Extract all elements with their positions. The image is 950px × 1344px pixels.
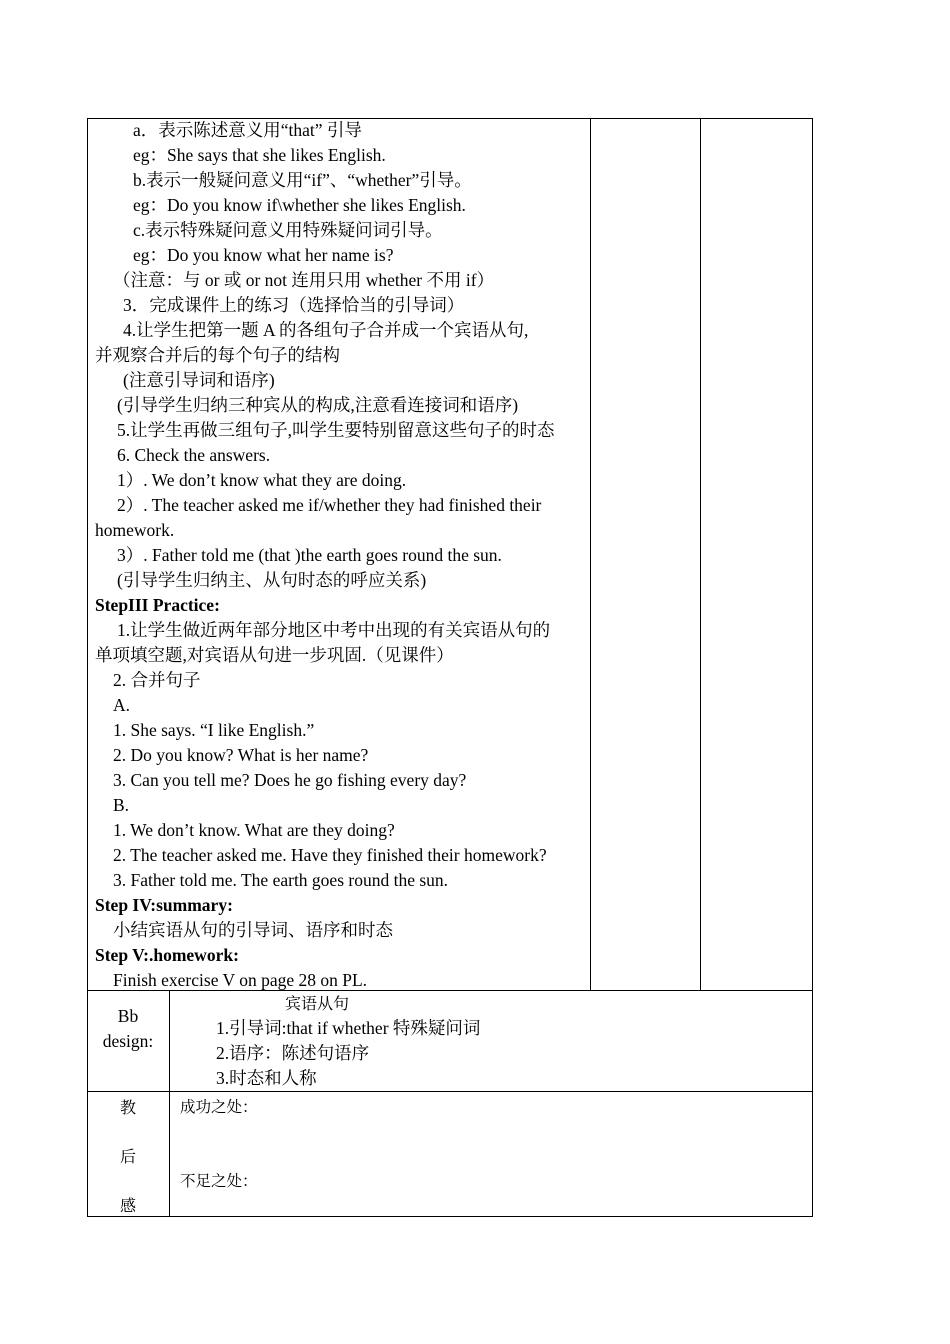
section-heading: Step V:.homework: bbox=[95, 945, 239, 965]
bb-design-title: 宾语从句 bbox=[285, 994, 350, 1013]
content-line: (引导学生归纳主、从句时态的呼应关系) bbox=[117, 570, 427, 590]
shortcoming-label: 不足之处： bbox=[180, 1172, 258, 1190]
content-line: 6. Check the answers. bbox=[117, 445, 271, 465]
content-line: （注意：与 or 或 or not 连用只用 whether 不用 if） bbox=[113, 270, 495, 290]
content-line: 4.让学生把第一题 A 的各组句子合并成一个宾语从句, bbox=[123, 320, 529, 340]
content-line: eg：Do you know what her name is? bbox=[133, 245, 394, 265]
content-line: 2. Do you know? What is her name? bbox=[113, 745, 369, 765]
content-line: c.表示特殊疑问意义用特殊疑问词引导。 bbox=[133, 220, 443, 240]
section-heading: Step IV:summary: bbox=[95, 895, 233, 915]
content-line: 1. We don’t know. What are they doing? bbox=[113, 820, 395, 840]
reflection-label-char: 教 bbox=[119, 1098, 136, 1117]
section-heading: StepIII Practice: bbox=[95, 595, 220, 615]
content-line: 2）. The teacher asked me if/whether they had finished their bbox=[117, 495, 542, 515]
content-line: 3．完成课件上的练习（选择恰当的引导词） bbox=[123, 295, 465, 315]
content-line: 单项填空题,对宾语从句进一步巩固.（见课件） bbox=[95, 645, 454, 665]
content-line: homework. bbox=[95, 520, 175, 540]
column-divider-2 bbox=[700, 118, 701, 991]
content-line: 1. She says. “I like English.” bbox=[113, 720, 315, 740]
content-line: 1.让学生做近两年部分地区中考中出现的有关宾语从句的 bbox=[117, 620, 551, 640]
content-line: eg：Do you know if\whether she likes English. bbox=[133, 195, 466, 215]
bb-design-label-line1: Bb bbox=[117, 1006, 139, 1026]
content-line: 1）. We don’t know what they are doing. bbox=[117, 470, 407, 490]
content-line: 小结宾语从句的引导词、语序和时态 bbox=[113, 920, 393, 940]
content-line: A. bbox=[113, 695, 131, 715]
bb-design-label-line2: design: bbox=[102, 1031, 154, 1051]
reflection-label-char: 后 bbox=[119, 1147, 136, 1166]
content-line: 2. The teacher asked me. Have they finished their homework? bbox=[113, 845, 547, 865]
column-divider-1 bbox=[590, 118, 591, 991]
reflection-label-char: 感 bbox=[119, 1196, 136, 1215]
content-line: 3. Can you tell me? Does he go fishing every day? bbox=[113, 770, 467, 790]
content-line: b.表示一般疑问意义用“if”、“whether”引导。 bbox=[133, 170, 472, 190]
content-line: 5.让学生再做三组句子,叫学生要特别留意这些句子的时态 bbox=[117, 420, 555, 440]
label-column-divider bbox=[169, 991, 170, 1217]
content-line: B. bbox=[113, 795, 130, 815]
content-line: (注意引导词和语序) bbox=[123, 370, 275, 390]
content-line: eg：She says that she likes English. bbox=[133, 145, 386, 165]
content-line: 并观察合并后的每个句子的结构 bbox=[95, 345, 340, 365]
bb-design-item: 3.时态和人称 bbox=[216, 1068, 317, 1088]
content-line: 2. 合并句子 bbox=[113, 670, 201, 690]
content-line: 3）. Father told me (that )the earth goes round the sun. bbox=[117, 545, 502, 565]
content-line: Finish exercise V on page 28 on PL. bbox=[113, 970, 368, 990]
content-line: a．表示陈述意义用“that” 引导 bbox=[133, 120, 362, 140]
success-label: 成功之处： bbox=[180, 1098, 258, 1116]
bb-design-item: 1.引导词:that if whether 特殊疑问词 bbox=[216, 1018, 481, 1038]
content-line: 3. Father told me. The earth goes round the sun. bbox=[113, 870, 449, 890]
bb-design-item: 2.语序：陈述句语序 bbox=[216, 1043, 370, 1063]
content-line: (引导学生归纳三种宾从的构成,注意看连接词和语序) bbox=[117, 395, 519, 415]
row-divider-reflection bbox=[87, 1091, 813, 1092]
